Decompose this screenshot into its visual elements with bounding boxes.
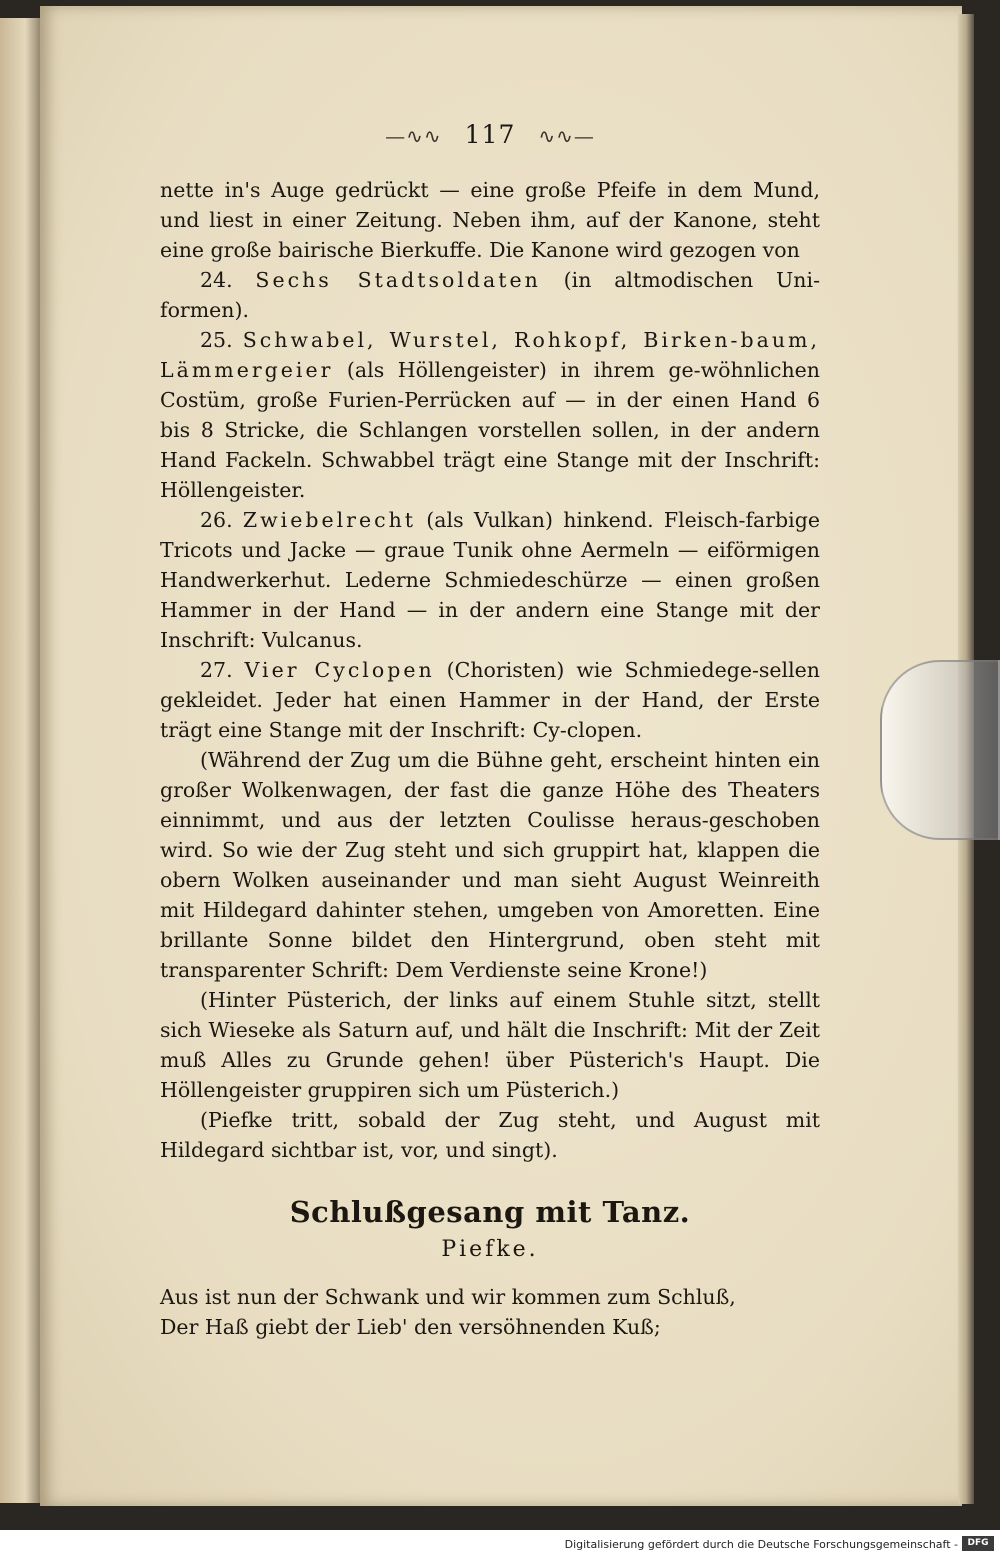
paragraph-text: (Während der Zug um die Bühne geht, erscheint hinten ein großer Wolkenwagen, der fast die ganze Höhe des Theaters einnimmt, und aus der letzten Coulisse heraus-geschoben wird. So wie der Zug steht und sich gruppirt hat, klappen die obern Wolken auseinander und man sieht August Weinreith mit Hildegard dahinter stehen, umgeben von Amoretten. Eine brillante Sonne bildet den Hintergrund, oben steht mit transparenter Schrift: Dem Verdienste seine Krone!) [160, 748, 820, 982]
page-clip [880, 660, 1000, 840]
paragraph-continuation [160, 175, 820, 265]
paragraph-text: (als Höllengeister) in ihrem ge-wöhnlichen Costüm, große Furien-Perrücken auf — in der einen Hand 6 bis 8 Stricke, die Schlangen vorstellen sollen, in der andern Hand Fackeln. Schwabbel trägt eine Stange mit der Inschrift: Höllengeister. [160, 358, 820, 502]
paragraph-text: nette in's Auge gedrückt — eine große Pfeife in dem Mund, und liest in einer Zeitung. Neben ihm, auf der Kanone, steht eine große bairische Bierkuffe. Die Kanone wird gezogen von [160, 178, 820, 262]
ornament-right: ∿∿— [538, 124, 595, 148]
item-number: 26. [200, 508, 243, 532]
paragraph-item-25 [160, 325, 820, 505]
stage-direction [160, 985, 820, 1105]
ornament-left: —∿∿ [385, 124, 442, 148]
page-header [160, 120, 820, 149]
paragraph-text: (als Vulkan) hinkend. Fleisch-farbige Tricots und Jacke — graue Tunik ohne Aermeln — eiförmigen Handwerkerhut. Lederne Schmiedeschürze — einen großen Hammer in der Hand — in der andern eine Stange mit der Inschrift: Vulcanus. [160, 508, 820, 652]
character-name: Zwiebelrecht [242, 508, 417, 532]
paragraph-text: (Hinter Püsterich, der links auf einem Stuhle sitzt, stellt sich Wieseke als Saturn auf, und hält die Inschrift: Mit der Zeit muß Alles zu Grunde gehen! über Püsterich's Haupt. Die Höllengeister gruppiren sich um Püsterich.) [160, 988, 820, 1102]
verse-line: Der Haß giebt der Lieb' den versöhnenden Kuß; [160, 1315, 661, 1339]
paragraph-item-24 [160, 265, 820, 325]
item-number: 24. [200, 268, 256, 292]
stage-direction [160, 1105, 820, 1165]
adjacent-page-edge [0, 18, 42, 1503]
character-name: Sechs Stadtsoldaten [255, 268, 541, 292]
section-heading: Schlußgesang mit Tanz. [289, 1195, 691, 1229]
stage-direction [160, 745, 820, 985]
paragraph-text: (in altmodischen Uni-formen). [160, 268, 820, 322]
funding-credit: Digitalisierung gefördert durch die Deutsche Forschungsgemeinschaft - [564, 1538, 958, 1551]
paragraph-item-26 [160, 505, 820, 655]
item-number: 27. [200, 658, 245, 682]
character-name: Vier Cyclopen [244, 658, 435, 682]
paragraph-item-27 [160, 655, 820, 745]
character-name: Schwabel, Wurstel, Rohkopf, Birken-baum, Lämmergeier [160, 328, 820, 382]
item-number: 25. [200, 328, 243, 352]
paragraph-text: (Choristen) wie Schmiedege-sellen gekleidet. Jeder hat einen Hammer in der Hand, der Erste trägt eine Stange mit der Inschrift: Cy-clopen. [160, 658, 820, 742]
page-text [160, 120, 820, 1342]
dfg-logo: DFG [962, 1536, 994, 1551]
paragraph-text: (Piefke tritt, sobald der Zug steht, und August mit Hildegard sichtbar ist, vor, und singt). [160, 1108, 820, 1162]
speaker-name: Piefke. [441, 1237, 539, 1262]
page-number: 117 [464, 120, 516, 149]
verse-line: Aus ist nun der Schwank und wir kommen zum Schluß, [160, 1285, 736, 1309]
